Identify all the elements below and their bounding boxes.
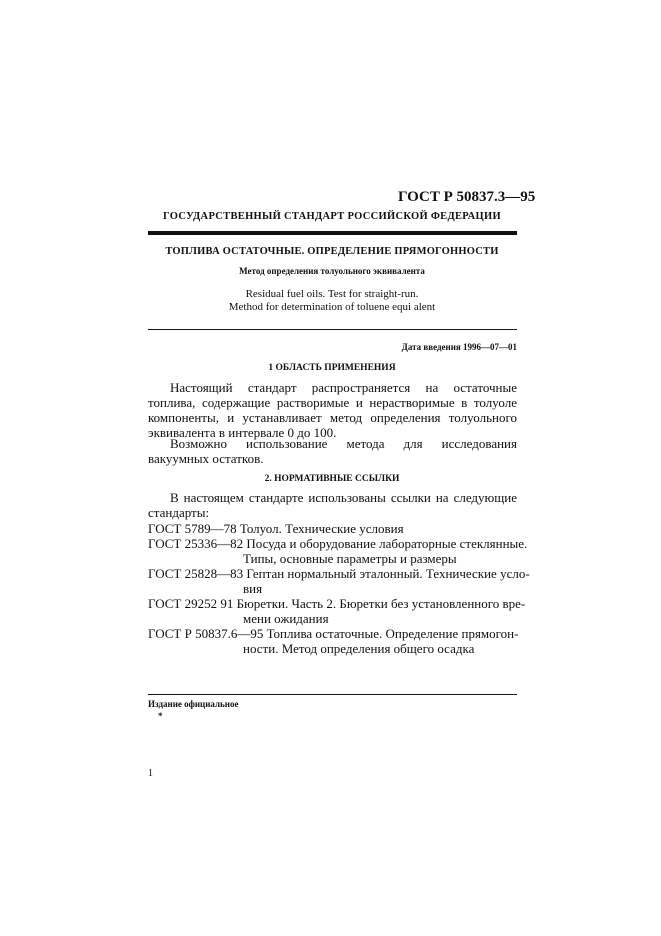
english-title-line-1: Residual fuel oils. Test for straight-run. <box>245 288 419 300</box>
reference-continuation: ности. Метод определения общего осадка <box>243 641 475 656</box>
english-title <box>148 288 516 314</box>
english-title-line-2: Method for determination of toluene equi alent <box>228 301 436 313</box>
document-subtitle: Метод определения толуольного эквивалента <box>239 266 425 276</box>
gost-number: ГОСТ Р 50837.3—95 <box>398 189 536 205</box>
introduction-date: Дата введения 1996—07—01 <box>401 342 517 352</box>
section-1-heading: 1 ОБЛАСТЬ ПРИМЕНЕНИЯ <box>268 363 396 373</box>
reference-line: ГОСТ Р 50837.6—95 Топлива остаточные. Определение прямогон- <box>148 626 519 641</box>
document-title: ТОПЛИВА ОСТАТОЧНЫЕ. ОПРЕДЕЛЕНИЕ ПРЯМОГОННОСТИ <box>165 246 499 257</box>
title-rule <box>148 329 517 330</box>
section-1-paragraph-1: Настоящий стандарт распространяется на остаточные топлива, содержащие растворимые и нерастворимые в толуоле компоненты, и устанавливает метод определения толуольного эквивалента в интервале 0 до 100. <box>148 380 517 440</box>
page-number: 1 <box>148 768 153 779</box>
reference-continuation: вия <box>243 581 263 596</box>
reference-continuation: Типы, основные параметры и размеры <box>243 551 457 566</box>
footer-rule <box>148 694 517 695</box>
reference-line: ГОСТ 29252 91 Бюретки. Часть 2. Бюретки без установленного вре- <box>148 596 526 611</box>
state-standard-heading: ГОСУДАРСТВЕННЫЙ СТАНДАРТ РОССИЙСКОЙ ФЕДЕРАЦИИ <box>163 211 501 222</box>
section-2-heading: 2. НОРМАТИВНЫЕ ССЫЛКИ <box>264 474 400 484</box>
reference-line: ГОСТ 25336—82 Посуда и оборудование лабораторные стеклянные. <box>148 536 528 551</box>
header-rule <box>148 231 517 235</box>
section-1-paragraph-2: Возможно использование метода для исследования вакуумных остатков. <box>148 436 517 466</box>
reference-line: ГОСТ 25828—83 Гептан нормальный эталонный. Технические усло- <box>148 566 530 581</box>
reference-line: ГОСТ 5789—78 Толуол. Технические условия <box>148 521 404 536</box>
official-edition-note: Издание официальное <box>148 699 239 709</box>
section-2-intro: В настоящем стандарте использованы ссылки на следующие стандарты: <box>148 490 517 520</box>
reference-continuation: мени ожидания <box>243 611 329 626</box>
star-mark: * <box>158 711 163 721</box>
